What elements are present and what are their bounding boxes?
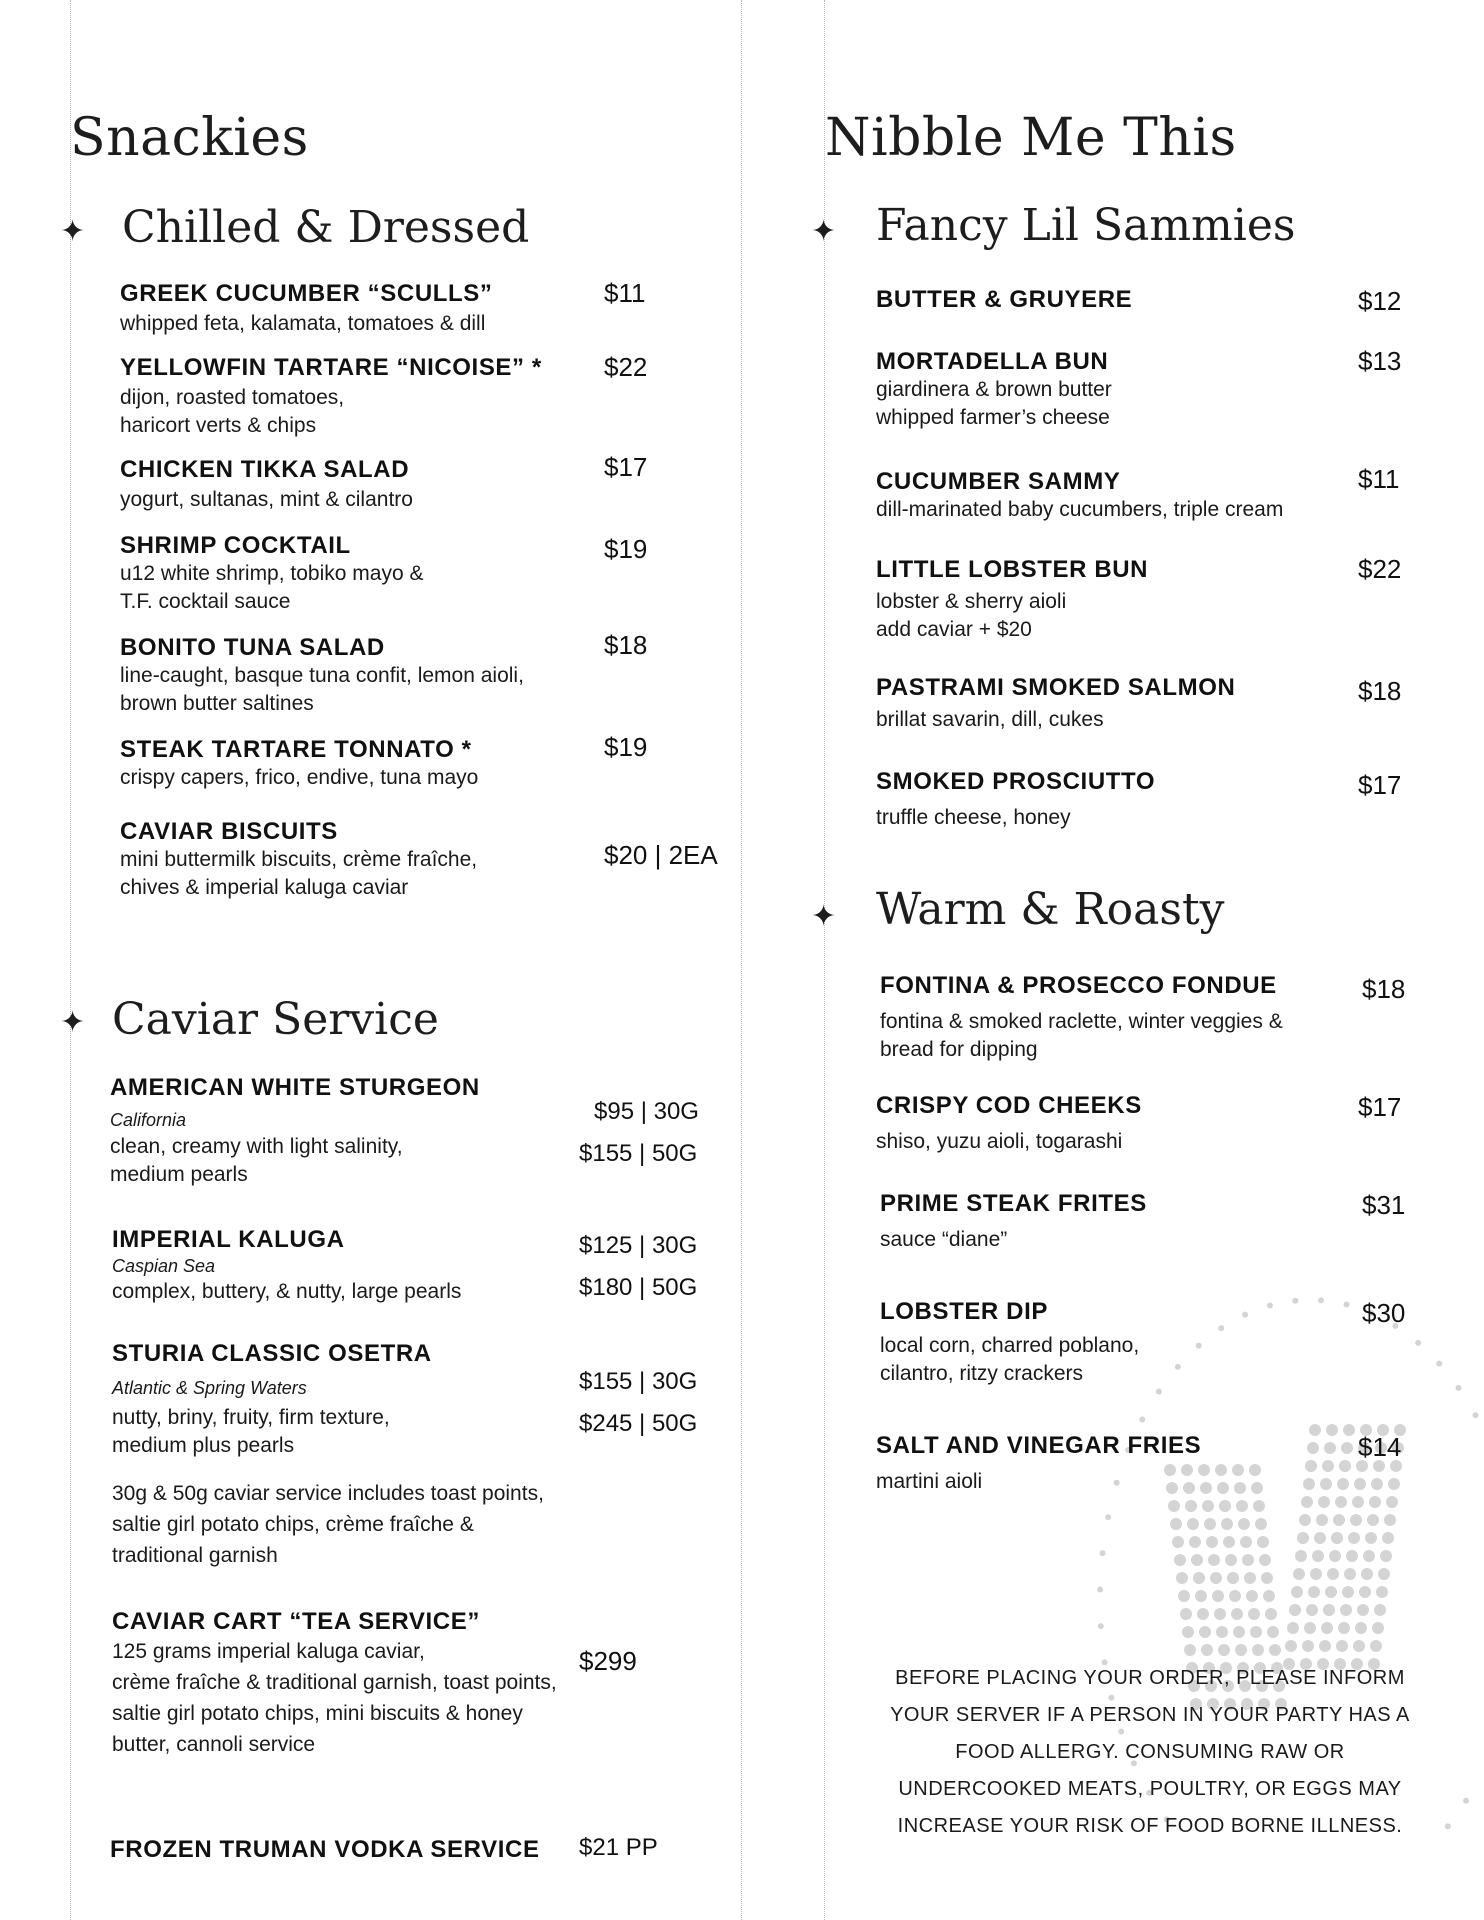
decorative-dot (1295, 1550, 1307, 1562)
decorative-dot (1193, 1572, 1205, 1584)
decorative-dot (1324, 1442, 1336, 1454)
item-price-30g: $155 | 30G (579, 1368, 698, 1395)
item-origin: Atlantic & Spring Waters (112, 1378, 307, 1398)
decorative-dot (1415, 1340, 1421, 1346)
item-price: $18 (604, 630, 648, 660)
item-name: CHICKEN TIKKA SALAD (120, 456, 410, 483)
decorative-dot (1196, 1343, 1202, 1349)
item-description: fontina & smoked raclette, winter veggies & bread for dipping (880, 1010, 1283, 1061)
decorative-dot (1463, 1798, 1469, 1804)
decorative-dot (1319, 1640, 1331, 1652)
decorative-dot (1197, 1608, 1209, 1620)
decorative-dot (1100, 1550, 1106, 1556)
item-description: crispy capers, frico, endive, tuna mayo (120, 766, 479, 789)
decorative-dot (1380, 1550, 1392, 1562)
decorative-dot (1335, 1496, 1347, 1508)
item-name: BUTTER & GRUYERE (876, 286, 1133, 313)
decorative-dot (1253, 1500, 1265, 1512)
decorative-dot (1326, 1424, 1338, 1436)
item-price: $11 (604, 278, 646, 308)
item-price: $17 (1358, 1092, 1402, 1122)
decorative-dot (1343, 1424, 1355, 1436)
item-price: $11 (1358, 464, 1400, 494)
item-name: AMERICAN WHITE STURGEON (110, 1074, 480, 1101)
decorative-dot (1314, 1532, 1326, 1544)
item-name: FONTINA & PROSECCO FONDUE (880, 972, 1277, 999)
decorative-dot (1233, 1626, 1245, 1638)
decorative-dot (1285, 1640, 1297, 1652)
decorative-dot (1114, 1480, 1120, 1486)
decorative-dot (1304, 1622, 1316, 1634)
decorative-dot (1340, 1604, 1352, 1616)
decorative-dot (1344, 1568, 1356, 1580)
left-margin-rule (70, 0, 71, 1920)
decorative-dot (1238, 1518, 1250, 1530)
decorative-dot (1321, 1622, 1333, 1634)
section-heading-chilled: Chilled & Dressed (122, 202, 530, 253)
decorative-dot (1350, 1514, 1362, 1526)
center-divider-rule (741, 0, 742, 1920)
decorative-dot (1445, 1823, 1451, 1829)
decorative-dot (1200, 1482, 1212, 1494)
item-description: line-caught, basque tuna confit, lemon aioli, brown butter saltines (120, 664, 524, 715)
decorative-dot (1329, 1550, 1341, 1562)
item-price: $14 (1358, 1432, 1402, 1462)
section-heading-caviar: Caviar Service (112, 994, 439, 1045)
decorative-dot (1341, 1442, 1353, 1454)
section-heading-warm: Warm & Roasty (876, 884, 1225, 935)
decorative-dot (1105, 1514, 1111, 1520)
decorative-dot (1251, 1482, 1263, 1494)
item-description: sauce “diane” (880, 1228, 1008, 1251)
item-description: complex, buttery, & nutty, large pearls (112, 1280, 462, 1303)
decorative-dot (1357, 1604, 1369, 1616)
decorative-dot (1249, 1464, 1261, 1476)
decorative-dot (1236, 1500, 1248, 1512)
item-price: $19 (604, 732, 648, 762)
decorative-dot (1301, 1496, 1313, 1508)
decorative-dot (1166, 1482, 1178, 1494)
decorative-dot (1208, 1554, 1220, 1566)
decorative-dot (1223, 1536, 1235, 1548)
decorative-dot (1325, 1586, 1337, 1598)
item-name: MORTADELLA BUN (876, 348, 1109, 375)
item-name: FROZEN TRUMAN VODKA SERVICE (110, 1836, 540, 1863)
decorative-dot (1289, 1604, 1301, 1616)
right-column-rule (824, 0, 825, 1920)
item-price: $17 (1358, 770, 1402, 800)
decorative-dot (1204, 1518, 1216, 1530)
decorative-dot (1346, 1550, 1358, 1562)
item-name: PRIME STEAK FRITES (880, 1190, 1147, 1217)
decorative-dot (1378, 1568, 1390, 1580)
item-description: mini buttermilk biscuits, crème fraîche, chives & imperial kaluga caviar (120, 848, 478, 899)
decorative-dot (1172, 1536, 1184, 1548)
decorative-dot (1371, 1478, 1383, 1490)
decorative-dot (1232, 1464, 1244, 1476)
decorative-dot (1263, 1590, 1275, 1602)
decorative-dot (1323, 1604, 1335, 1616)
decorative-dot (1174, 1554, 1186, 1566)
decorative-dot (1210, 1572, 1222, 1584)
item-name: SMOKED PROSCIUTTO (876, 768, 1156, 795)
decorative-dot (1180, 1608, 1192, 1620)
decorative-dot (1217, 1482, 1229, 1494)
item-name: PASTRAMI SMOKED SALMON (876, 674, 1236, 701)
decorative-dot (1097, 1587, 1103, 1593)
decorative-dot (1361, 1568, 1373, 1580)
decorative-dot (1359, 1586, 1371, 1598)
item-price: $20 | 2EA (604, 840, 718, 870)
decorative-dot (1307, 1442, 1319, 1454)
decorative-dot (1312, 1550, 1324, 1562)
decorative-dot (1269, 1644, 1281, 1656)
decorative-dot (1320, 1478, 1332, 1490)
item-price: $21 PP (579, 1834, 658, 1861)
item-price: $19 (604, 534, 648, 564)
decorative-dot (1227, 1572, 1239, 1584)
star-icon: ✦ (811, 215, 837, 248)
decorative-dot (1212, 1590, 1224, 1602)
decorative-dot (1322, 1460, 1334, 1472)
decorative-dot (1175, 1364, 1181, 1370)
item-description: martini aioli (876, 1470, 983, 1493)
decorative-dot (1250, 1626, 1262, 1638)
decorative-dot (1376, 1586, 1388, 1598)
decorative-dot (1299, 1514, 1311, 1526)
section-heading-sammies: Fancy Lil Sammies (876, 200, 1296, 251)
item-name: CAVIAR CART “TEA SERVICE” (112, 1608, 480, 1635)
item-description: brillat savarin, dill, cukes (876, 708, 1104, 731)
decorative-dot (1261, 1572, 1273, 1584)
decorative-dot (1338, 1622, 1350, 1634)
item-origin: California (110, 1110, 187, 1130)
decorative-dot (1259, 1554, 1271, 1566)
decorative-dot (1342, 1586, 1354, 1598)
item-price: $30 (1362, 1298, 1406, 1328)
decorative-dot (1374, 1604, 1386, 1616)
decorative-dot (1225, 1554, 1237, 1566)
item-price: $18 (1358, 676, 1402, 706)
decorative-dot (1293, 1568, 1305, 1580)
decorative-dot (1267, 1303, 1273, 1309)
decorative-dot (1386, 1496, 1398, 1508)
decorative-dot (1388, 1478, 1400, 1490)
decorative-dot (1384, 1514, 1396, 1526)
item-description: dill-marinated baby cucumbers, triple cream (876, 498, 1284, 521)
decorative-dot (1182, 1626, 1194, 1638)
decorative-dot (1206, 1536, 1218, 1548)
item-name: CRISPY COD CHEEKS (876, 1092, 1142, 1119)
decorative-dot (1234, 1482, 1246, 1494)
decorative-dot (1215, 1464, 1227, 1476)
decorative-dot (1216, 1626, 1228, 1638)
decorative-dot (1168, 1500, 1180, 1512)
decorative-dot (1191, 1554, 1203, 1566)
decorative-dot (1246, 1590, 1258, 1602)
decorative-dot (1240, 1536, 1252, 1548)
decorative-dot (1185, 1500, 1197, 1512)
decorative-dot (1156, 1389, 1162, 1395)
star-icon: ✦ (60, 215, 86, 248)
decorative-dot (1363, 1550, 1375, 1562)
item-description: shiso, yuzu aioli, togarashi (876, 1130, 1123, 1153)
decorative-dot (1170, 1518, 1182, 1530)
item-origin: Caspian Sea (112, 1256, 216, 1276)
decorative-dot (1178, 1590, 1190, 1602)
item-description: giardinera & brown butter whipped farmer’s cheese (876, 378, 1112, 429)
decorative-dot (1331, 1532, 1343, 1544)
decorative-dot (1355, 1622, 1367, 1634)
decorative-dot (1139, 1416, 1145, 1422)
item-price-50g: $180 | 50G (579, 1274, 698, 1301)
item-description: local corn, charred poblano, cilantro, ritzy crackers (880, 1334, 1140, 1385)
decorative-dot (1369, 1496, 1381, 1508)
item-name: SHRIMP COCKTAIL (120, 532, 351, 559)
decorative-dot (1455, 1385, 1461, 1391)
decorative-dot (1292, 1298, 1298, 1304)
decorative-dot (1382, 1532, 1394, 1544)
decorative-dot (1244, 1572, 1256, 1584)
item-description: u12 white shrimp, tobiko mayo & T.F. cocktail sauce (120, 562, 424, 613)
item-description: lobster & sherry aioli add caviar + $20 (876, 590, 1067, 641)
item-description: dijon, roasted tomatoes, haricort verts & chips (120, 386, 345, 437)
decorative-dot (1183, 1482, 1195, 1494)
decorative-dot (1195, 1590, 1207, 1602)
item-name: LITTLE LOBSTER BUN (876, 556, 1149, 583)
decorative-dot (1199, 1626, 1211, 1638)
decorative-dot (1255, 1518, 1267, 1530)
decorative-dot (1310, 1568, 1322, 1580)
decorative-dot (1201, 1644, 1213, 1656)
allergy-notice: BEFORE PLACING YOUR ORDER, PLEASE INFORM YOUR SERVER IF A PERSON IN YOUR PARTY HAS A FOOD ALLERGY. CONSUMING RAW OR UNDERCOOKED MEATS, POULTRY, OR EGGS MAY INCREASE YOUR RISK OF FOOD BORNE ILLNESS. (890, 1667, 1410, 1837)
decorative-dot (1218, 1644, 1230, 1656)
item-price: $18 (1362, 974, 1406, 1004)
item-price: $299 (579, 1646, 637, 1676)
decorative-dot (1218, 1325, 1224, 1331)
decorative-dot (1231, 1608, 1243, 1620)
decorative-dot (1327, 1568, 1339, 1580)
decorative-dot (1221, 1518, 1233, 1530)
decorative-dot (1248, 1608, 1260, 1620)
decorative-dot (1354, 1478, 1366, 1490)
decorative-dot (1164, 1464, 1176, 1476)
item-name: YELLOWFIN TARTARE “NICOISE” * (120, 354, 542, 381)
item-price-30g: $95 | 30G (594, 1098, 699, 1125)
item-price: $31 (1362, 1190, 1406, 1220)
item-name: BONITO TUNA SALAD (120, 634, 385, 661)
decorative-dot (1287, 1622, 1299, 1634)
decorative-dot (1309, 1424, 1321, 1436)
item-price-50g: $155 | 50G (579, 1140, 698, 1167)
decorative-dot (1214, 1608, 1226, 1620)
decorative-dot (1291, 1586, 1303, 1598)
item-description: 125 grams imperial kaluga caviar, crème fraîche & traditional garnish, toast points, saltie girl potato chips, mini biscuits & honey butter, cannoli service (112, 1640, 557, 1756)
item-description: nutty, briny, fruity, firm texture, medium plus pearls (112, 1406, 390, 1457)
decorative-dot (1306, 1604, 1318, 1616)
item-description: clean, creamy with light salinity, medium pearls (110, 1135, 403, 1186)
item-name: CUCUMBER SAMMY (876, 468, 1121, 495)
item-price: $13 (1358, 346, 1402, 376)
page-title-snackies: Snackies (70, 108, 309, 168)
page-title-nibble: Nibble Me This (825, 108, 1237, 168)
decorative-dot (1337, 1478, 1349, 1490)
decorative-dot (1367, 1514, 1379, 1526)
decorative-dot (1202, 1500, 1214, 1512)
item-name: STEAK TARTARE TONNATO * (120, 736, 472, 763)
item-name: STURIA CLASSIC OSETRA (112, 1340, 432, 1367)
item-price: $12 (1358, 286, 1402, 316)
item-name: LOBSTER DIP (880, 1298, 1048, 1325)
item-description: whipped feta, kalamata, tomatoes & dill (120, 312, 486, 335)
item-name: SALT AND VINEGAR FRIES (876, 1432, 1202, 1459)
decorative-dot (1336, 1640, 1348, 1652)
item-description: truffle cheese, honey (876, 806, 1071, 829)
item-price-30g: $125 | 30G (579, 1232, 698, 1259)
decorative-dot (1316, 1514, 1328, 1526)
decorative-dot (1198, 1464, 1210, 1476)
item-price: $22 (1358, 554, 1402, 584)
decorative-dot (1229, 1590, 1241, 1602)
decorative-dot (1235, 1644, 1247, 1656)
decorative-dot (1098, 1623, 1104, 1629)
item-price: $22 (604, 352, 648, 382)
decorative-dot (1305, 1460, 1317, 1472)
decorative-dot (1181, 1464, 1193, 1476)
decorative-dot (1252, 1644, 1264, 1656)
decorative-dot (1318, 1496, 1330, 1508)
item-name: IMPERIAL KALUGA (112, 1226, 345, 1253)
decorative-dot (1219, 1500, 1231, 1512)
decorative-dot (1353, 1640, 1365, 1652)
item-name: GREEK CUCUMBER “SCULLS” (120, 280, 493, 307)
item-price: $17 (604, 452, 648, 482)
decorative-dot (1242, 1554, 1254, 1566)
decorative-dot (1370, 1640, 1382, 1652)
decorative-dot (1436, 1361, 1442, 1367)
decorative-dot (1302, 1640, 1314, 1652)
decorative-dot (1339, 1460, 1351, 1472)
decorative-dot (1333, 1514, 1345, 1526)
star-icon: ✦ (811, 900, 837, 933)
decorative-dot (1267, 1626, 1279, 1638)
item-name: CAVIAR BISCUITS (120, 818, 338, 845)
decorative-dot (1352, 1496, 1364, 1508)
decorative-dot (1176, 1572, 1188, 1584)
decorative-dot (1187, 1518, 1199, 1530)
decorative-dot (1318, 1297, 1324, 1303)
caviar-service-note: 30g & 50g caviar service includes toast points, saltie girl potato chips, crème fraîche & traditional garnish (112, 1482, 544, 1567)
decorative-dot (1242, 1312, 1248, 1318)
item-description: yogurt, sultanas, mint & cilantro (120, 488, 413, 511)
decorative-dot (1372, 1622, 1384, 1634)
decorative-dot (1303, 1478, 1315, 1490)
decorative-dot (1297, 1532, 1309, 1544)
item-price-50g: $245 | 50G (579, 1410, 698, 1437)
decorative-dot (1265, 1608, 1277, 1620)
decorative-dot (1365, 1532, 1377, 1544)
decorative-dot (1472, 1412, 1478, 1418)
decorative-dot (1343, 1302, 1349, 1308)
decorative-dot (1308, 1586, 1320, 1598)
decorative-dot (1348, 1532, 1360, 1544)
decorative-dot (1189, 1536, 1201, 1548)
star-icon: ✦ (60, 1006, 86, 1039)
decorative-dot (1184, 1644, 1196, 1656)
decorative-dot (1257, 1536, 1269, 1548)
